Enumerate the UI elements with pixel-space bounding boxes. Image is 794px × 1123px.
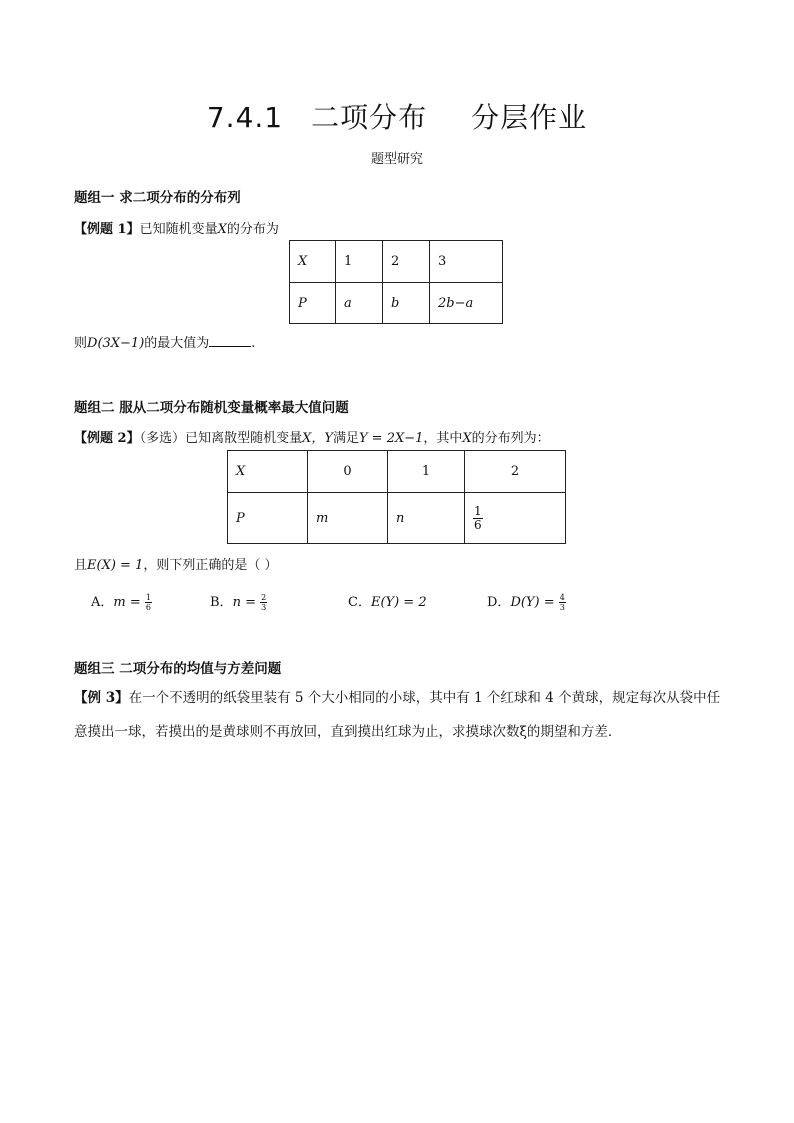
- example2-vars: X，Y: [302, 431, 333, 446]
- table2-n: n: [396, 510, 405, 526]
- table2-cell: [465, 493, 566, 544]
- question1-text-a: 则: [74, 336, 88, 351]
- page-title: [0, 96, 794, 136]
- table1-cell: 1: [336, 241, 383, 283]
- table2-cell: 2: [465, 451, 566, 493]
- option-a-expr: m =: [113, 595, 141, 610]
- table2-m: m: [316, 510, 329, 526]
- option-b[interactable]: [210, 591, 267, 612]
- condition-text-a: 且: [74, 558, 88, 573]
- table1-cell: [290, 241, 336, 283]
- table2-p-label: P: [236, 510, 245, 526]
- option-d-label: D．: [487, 595, 511, 610]
- group1-example: [74, 218, 279, 237]
- example1-tag: 【例题 1】: [74, 222, 140, 237]
- example1-text-b: 的分布为: [226, 222, 279, 237]
- fraction-den: 6: [474, 517, 482, 532]
- example3-text: 在一个不透明的纸袋里装有 5 个大小相同的小球，其中有 1 个红球和 4 个黄球，规定每次从袋中任意摸出一球，若摸出的是黄球则不再放回，直到摸出红球为止，求摸球次数ξ的期望和方差．: [74, 690, 721, 740]
- table1-cell: [430, 283, 503, 324]
- table1-cell: [336, 283, 383, 324]
- condition-text-b: ，则下列正确的是（ ）: [143, 558, 278, 573]
- table2-cell: 0: [308, 451, 388, 493]
- fraction-den: 3: [261, 603, 267, 612]
- group1-question: [74, 332, 255, 351]
- example2-cond-var: X: [462, 431, 472, 446]
- example2-cond-b: ，其中: [423, 431, 463, 446]
- question1-expr: D(3X−1): [87, 336, 145, 351]
- example2-tag: 【例题 2】: [74, 431, 140, 446]
- table1-cell: [290, 283, 336, 324]
- option-a-label: A．: [91, 595, 114, 610]
- option-c[interactable]: [348, 591, 427, 610]
- fraction-num: 4: [559, 593, 565, 602]
- answer-blank: [209, 334, 251, 347]
- example2-cond-a: 满足: [332, 431, 359, 446]
- table2-cell: [228, 451, 308, 493]
- example2-text: （多选）已知离散型随机变量: [139, 431, 303, 446]
- fraction-num: 1: [474, 503, 482, 518]
- group3-heading: 题组三 二项分布的均值与方差问题: [74, 661, 282, 677]
- question1-end: .: [251, 336, 256, 351]
- table2-row-p: [228, 493, 566, 544]
- title-topic: 二项分布: [311, 101, 428, 134]
- option-d[interactable]: [487, 591, 566, 612]
- table2-cell: [308, 493, 388, 544]
- option-b-expr: n =: [232, 595, 256, 610]
- fraction-den: 6: [145, 603, 151, 612]
- table1-2b-a: 2b−a: [438, 295, 474, 311]
- question1-text-b: 的最大值为: [144, 336, 210, 351]
- option-d-fraction: [559, 593, 566, 612]
- fraction-den: 3: [559, 603, 565, 612]
- table2-x-label: X: [236, 464, 246, 479]
- table1-b: b: [391, 295, 400, 311]
- subtitle: 题型研究: [370, 152, 423, 167]
- example3-tag: 【例 3】: [74, 690, 129, 706]
- group2-example: [74, 427, 550, 446]
- fraction-num: 1: [145, 593, 151, 602]
- table1-row-p: [290, 283, 503, 324]
- table1-cell: 3: [430, 241, 503, 283]
- group2-heading: 题组二 服从二项分布随机变量概率最大值问题: [74, 400, 349, 416]
- title-type: 分层作业: [471, 101, 588, 134]
- table1-cell: 2: [383, 241, 430, 283]
- distribution-table-1: [289, 240, 503, 324]
- table2-cell: 1: [388, 451, 465, 493]
- group1-heading: 题组一 求二项分布的分布列: [74, 190, 241, 206]
- option-b-label: B．: [210, 595, 233, 610]
- distribution-table-2: [227, 450, 566, 544]
- title-code: 7.4.1: [206, 101, 284, 134]
- option-a-fraction: [145, 593, 152, 612]
- table2-row-x: [228, 451, 566, 493]
- table1-cell: [383, 283, 430, 324]
- option-c-expr: E(Y) = 2: [370, 595, 427, 610]
- option-c-label: C．: [348, 595, 371, 610]
- option-a[interactable]: [91, 591, 152, 612]
- option-d-expr: D(Y) =: [510, 595, 555, 610]
- group2-condition: [74, 554, 277, 573]
- example1-text-a: 已知随机变量: [139, 222, 218, 237]
- fraction-num: 2: [261, 593, 267, 602]
- example1-var: X: [217, 222, 227, 237]
- example2-cond-expr: Y = 2X−1: [358, 431, 424, 446]
- table1-x-label: X: [298, 254, 308, 269]
- table2-fraction: [473, 505, 483, 532]
- group3-example: [74, 681, 730, 749]
- condition-expr: E(X) = 1: [87, 558, 144, 573]
- table1-a: a: [344, 295, 352, 311]
- table1-p-label: P: [298, 295, 307, 311]
- table2-cell: [388, 493, 465, 544]
- example2-cond-c: 的分布列为：: [471, 431, 550, 446]
- table2-cell: [228, 493, 308, 544]
- table1-row-x: [290, 241, 503, 283]
- option-b-fraction: [260, 593, 267, 612]
